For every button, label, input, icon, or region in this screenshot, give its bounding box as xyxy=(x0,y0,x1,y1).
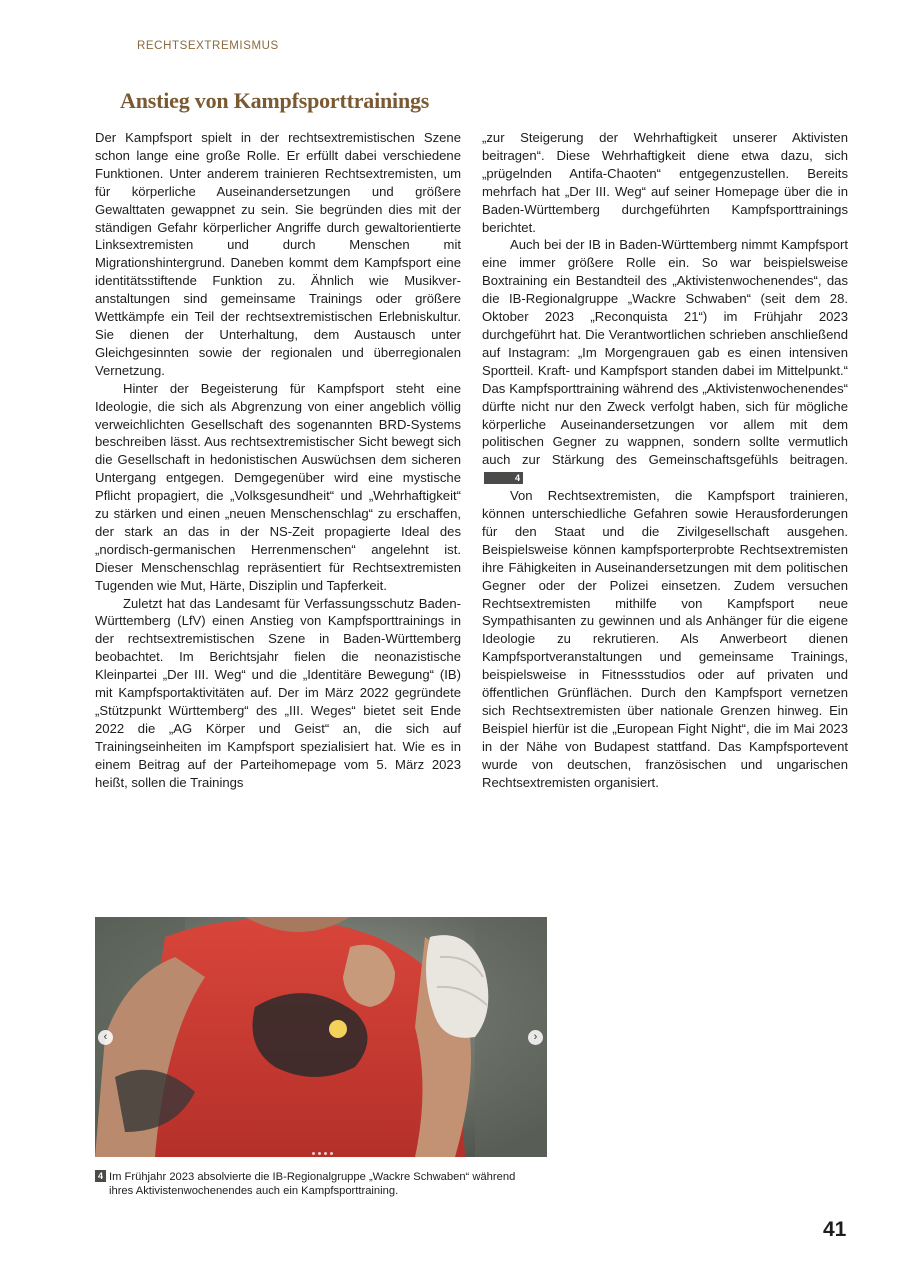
carousel-next-icon[interactable]: › xyxy=(528,1030,543,1045)
page-number: 41 xyxy=(823,1218,847,1241)
paragraph: Zuletzt hat das Landesamt für Verfassungsschutz Baden-Württemberg (LfV) einen Anstieg von Kampfsporttrainings in der rechtsextremistischen Szene in Baden-Württemberg beobachtet. Im Berichtsjahr fielen die neonazistische Kleinpartei „Der III. Weg“ und die „Identitäre Bewegung“ (IB) mit Kampfsportaktivitäten auf. Der im März 2022 gegründete „Stützpunkt Württemberg“ des „III. Weges“ bietet seit Ende 2022 die „AG Körper und Geist“ an, die sich auf Trainingseinheiten im Kampfsport spezialisiert hat. Wie es in einem Beitrag auf der Parteihomepage vom 5. März 2023 heißt, sollen die Trainings xyxy=(95,595,461,790)
caption-badge: 4 xyxy=(95,1170,106,1182)
caption-line-2: ihres Aktivistenwochenendes auch ein Kampfsporttraining. xyxy=(109,1185,399,1197)
paragraph-text: Auch bei der IB in Baden-Württemberg nimmt Kampfsport eine immer größere Rolle ein. So war beispielsweise Boxtraining ein Bestandteil des „Aktivistenwochenendes“, das die IB-Regionalgruppe „Wackre Schwaben“ (seit dem 28. Oktober 2023 „Reconquista 21“) im Frühjahr 2023 durchgeführt hat. Die Verantwortlichen schrieben anschließend auf Instagram: „Im Morgengrauen gab es einen intensiven Sportteil. Kraft- und Kampfsport standen dabei im Mittelpunkt.“ Das Kampfsporttraining während des „Aktivistenwochenendes“ dürfte nicht nur den Zweck verfolgt haben, sich für mögliche körperliche Auseinandersetzungen vor allem mit dem politischen Gegner zu wappnen, sondern sollte vermutlich auch zur Stärkung des Gemeinschaftsgefühls beitragen. xyxy=(482,237,848,468)
figure-reference-badge[interactable]: 4 xyxy=(484,472,523,484)
carousel-dot[interactable] xyxy=(324,1152,327,1155)
figure-caption xyxy=(95,1170,565,1198)
carousel-dot[interactable] xyxy=(330,1152,333,1155)
page-title: Anstieg von Kampfsporttrainings xyxy=(120,88,430,113)
carousel-prev-icon[interactable]: ‹ xyxy=(98,1030,113,1045)
paragraph: „zur Steigerung der Wehrhaftigkeit unserer Aktivisten beitragen“. Diese Wehrhaftigkeit diene etwa dazu, sich „prügelnden Antifa-Chaoten“ entgegenzustellen. Bereits mehrfach hat „Der III. Weg“ auf seiner Homepage über die in Baden-Württemberg durchgeführten Kampfsporttrainings berichtet. xyxy=(482,130,848,235)
section-label: RECHTSEXTREMISMUS xyxy=(137,40,279,52)
carousel-dot[interactable] xyxy=(318,1152,321,1155)
paragraph: Hinter der Begeisterung für Kampfsport steht eine Ideologie, die sich als Abgrenzung von einer angeblich völlig verweichlichten Gesellschaft des sogenannten BRD-Systems beschreiben lässt. Aus rechtsextremistischer Sicht bewegt sich die Gesellschaft in hedonistischen Auswüchsen dem sicheren Untergang entgegen. Demgegenüber wird eine mystische Pflicht propagiert, die „Volksgesundheit“ und „Wehrhaftigkeit“ zu stärken und einen „neuen Menschenschlag“ zu erschaffen, der stark an das in der NS-Zeit propagierte Ideal des „nordisch-germanischen Herrenmenschen“ angelehnt ist. Dieser Menschenschlag repräsentiert für Rechtsextremisten Tugenden wie Mut, Härte, Disziplin und Tapferkeit. xyxy=(95,380,461,593)
text-column-right xyxy=(482,129,848,792)
paragraph: Der Kampfsport spielt in der rechtsextremistischen Szene schon lange eine große Rolle. Er erfüllt dabei verschiedene Funktionen. Unter anderem trainieren Rechtsextremisten, um für körperliche Auseinandersetzungen und größere Gewalttaten gewappnet zu sein. Sie begründen dies mit der ständigen Gefahr körperlicher Angriffe durch gewaltorientierte Linksextremisten und durch Menschen mit Migrationshintergrund. Daneben kommt dem Kampfsport eine identitätsstiftende Funktion zu. Ähnlich wie Musikveranstaltungen sind gemeinsame Trainings oder größere Wettkämpfe ein Teil der rechtsextremistischen Erlebniskultur. Sie dienen der Unterhaltung, dem Austausch unter Gleichgesinnten sowie der regionalen und überregionalen Vernetzung. xyxy=(95,130,461,378)
paragraph xyxy=(482,236,848,487)
paragraph: Von Rechtsextremisten, die Kampfsport trainieren, können unterschiedliche Gefahren sowie Herausforderungen für den Staat und die Zivilgesellschaft ausgehen. Beispielsweise können kampfsporterprobte Rechtsextremisten ihre Fähigkeiten in Auseinandersetzungen mit dem politischen Gegner oder der Polizei einsetzen. Zudem versuchen Rechtsextremisten mithilfe von Kampfsport neue Sympathisanten zu gewinnen und als Anhänger für die eigene Ideologie zu rekrutieren. Als Anwerbeort dienen Kampfsportveranstaltungen und gemeinsame Trainings, beispielsweise in Fitnessstudios oder auf privaten und öffentlichen Grünflächen. Durch den Kampfsport vernetzen sich Rechtsextremisten über nationale Grenzen hinweg. Ein Beispiel hierfür ist die „European Fight Night“, die im Mai 2023 in der Nähe von Budapest stattfand. Das Kampfsportevent wurde von deutschen, französischen und ungarischen Rechtsextremisten organisiert. xyxy=(482,488,848,790)
text-column-left xyxy=(95,129,461,792)
boxer-photo xyxy=(95,917,547,1157)
caption-line-1: Im Frühjahr 2023 absolvierte die IB-Regionalgruppe „Wackre Schwaben“ während xyxy=(109,1171,516,1183)
carousel-dots[interactable] xyxy=(312,1152,333,1155)
carousel-dot[interactable] xyxy=(312,1152,315,1155)
boxer-photo-illustration xyxy=(95,917,547,1157)
